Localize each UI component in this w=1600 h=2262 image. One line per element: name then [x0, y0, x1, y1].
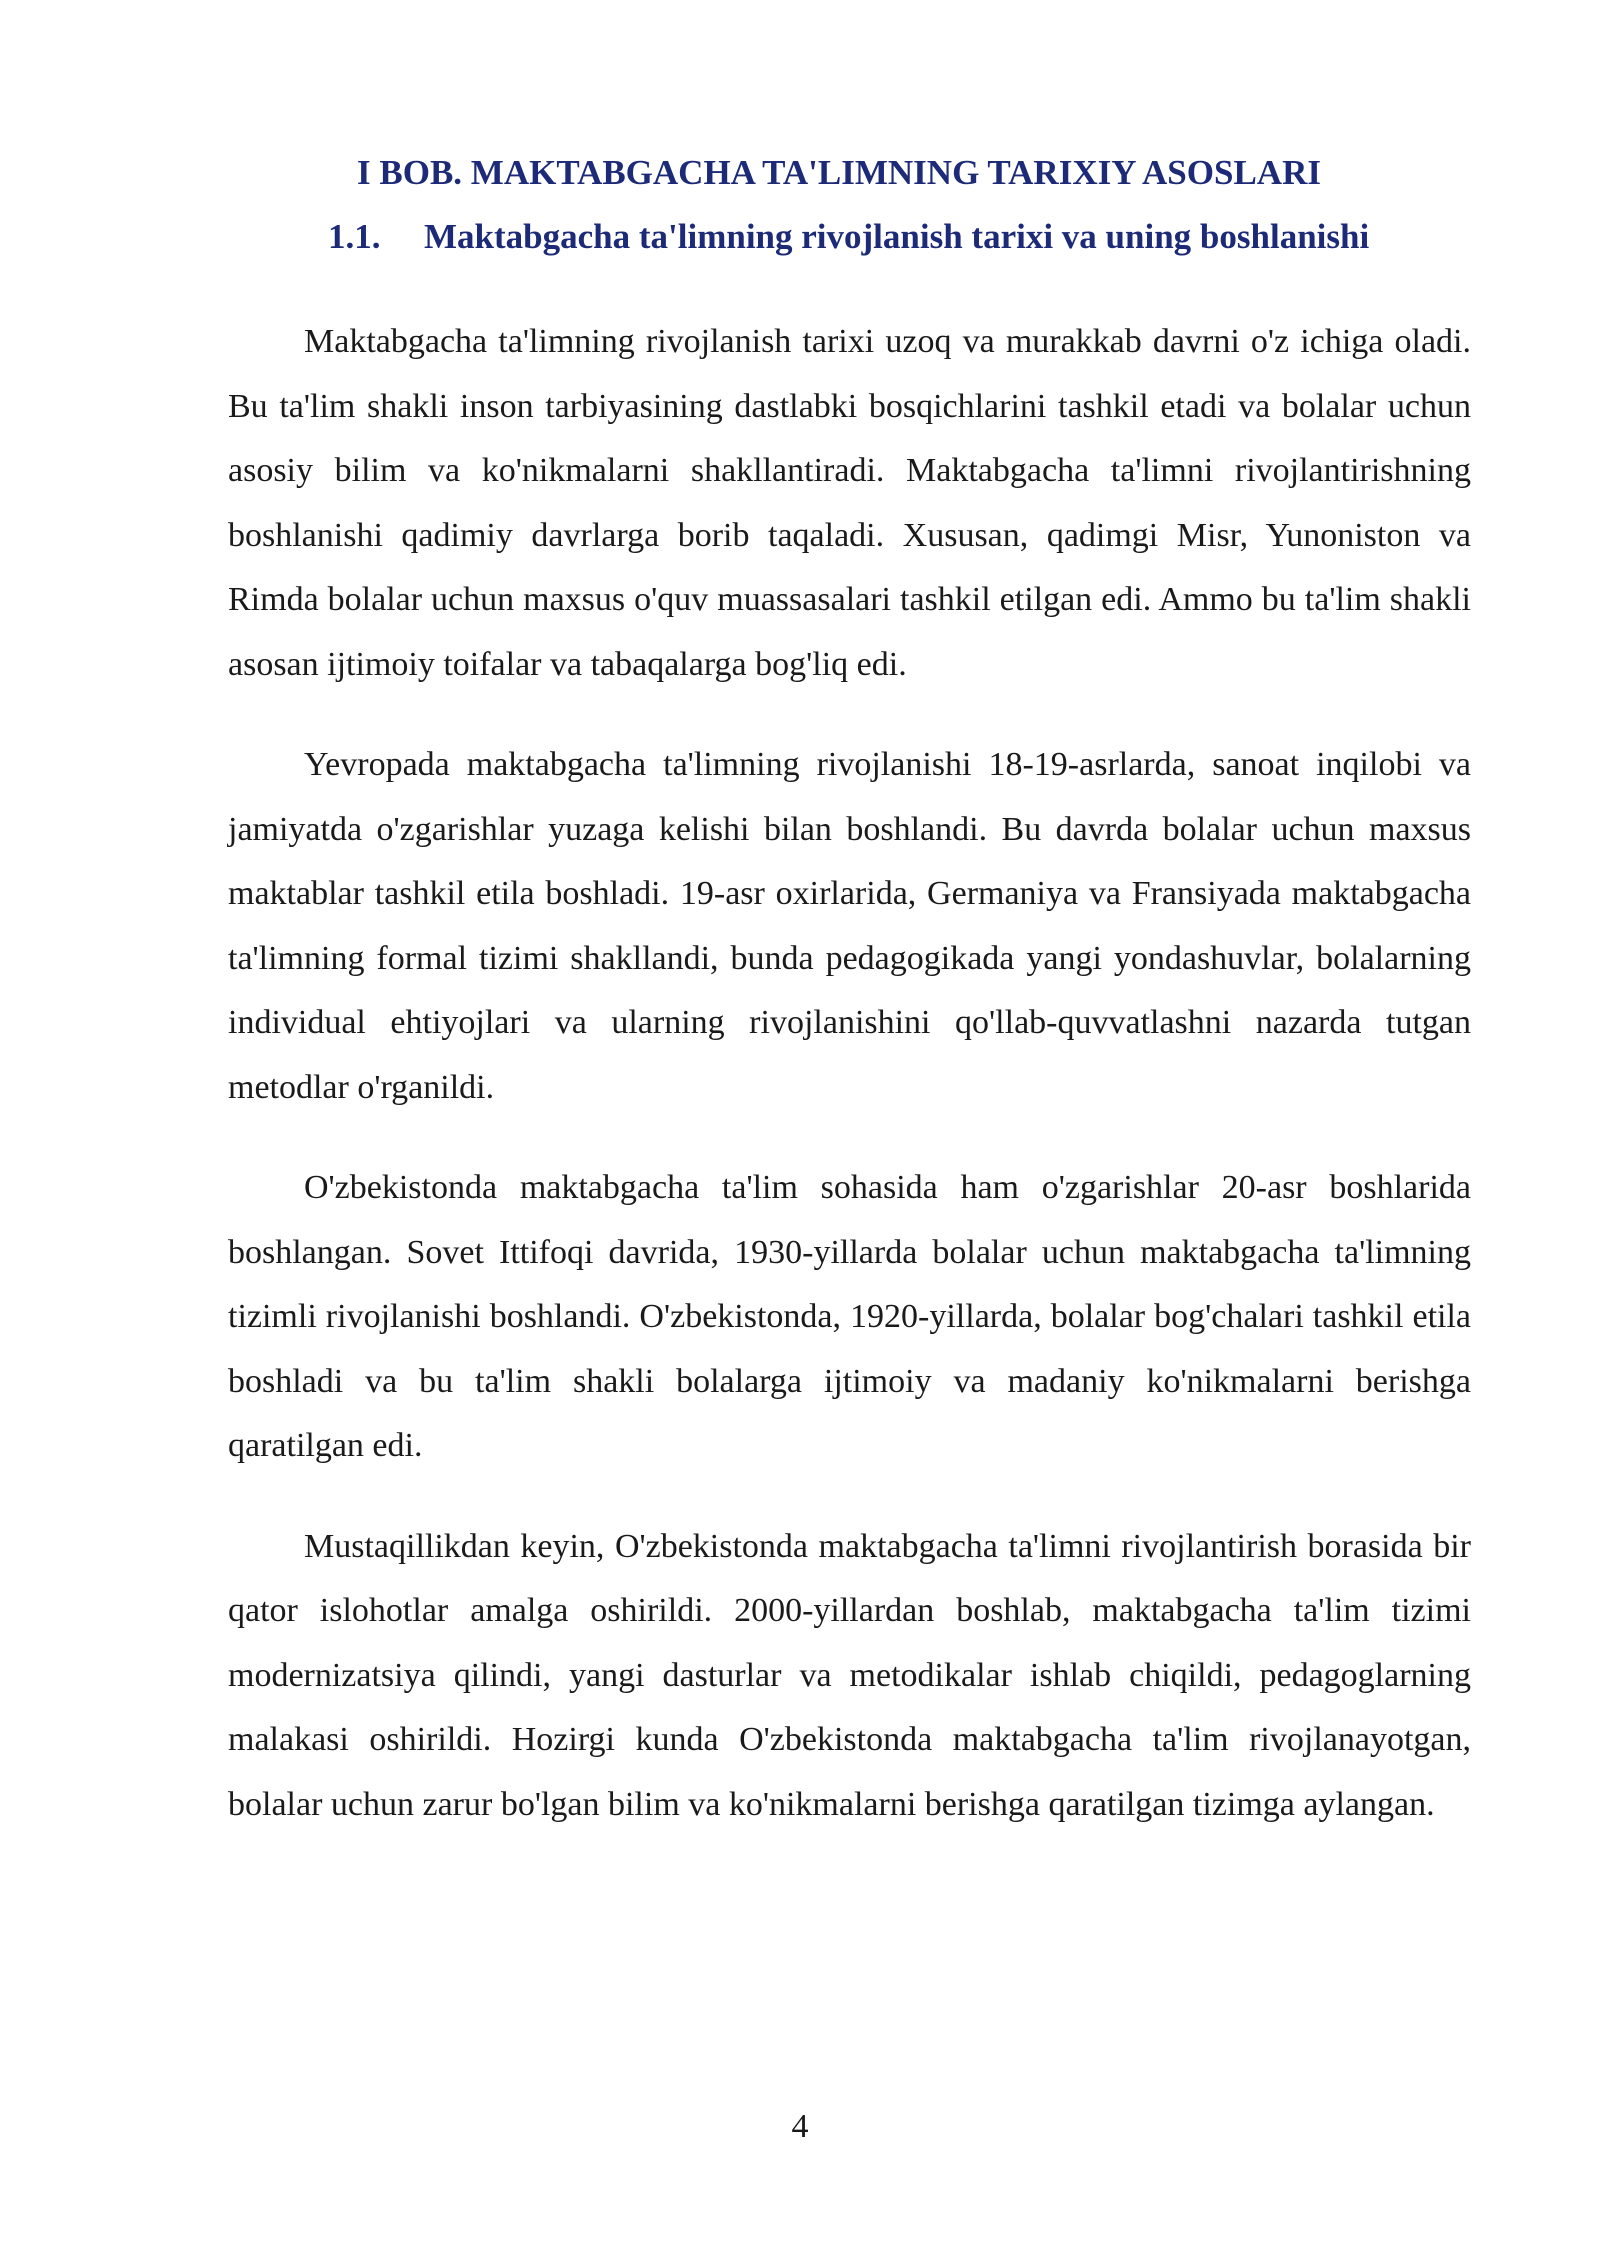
section-number: 1.1. — [328, 217, 381, 256]
section-heading — [328, 214, 1468, 260]
chapter-title: I BOB. MAKTABGACHA TA'LIMNING TARIXIY ASOSLARI — [357, 153, 1321, 192]
paragraph-3: O'zbekistonda maktabgacha ta'lim sohasida ham o'zgarishlar 20-asr boshlarida boshlangan. Sovet Ittifoqi davrida, 1930-yillarda bolalar uchun maktabgacha ta'limning tizimli rivojlanishi boshlandi. O'zbekistonda, 1920-yillarda, bolalar bog'chalari tashkil etila boshladi va bu ta'lim shakli bolalarga ijtimoiy va madaniy ko'nikmalarni berishga qaratilgan edi. — [228, 1169, 1471, 1464]
paragraph-4: Mustaqillikdan keyin, O'zbekistonda maktabgacha ta'limni rivojlantirish borasida bir qator islohotlar amalga oshirildi. 2000-yillardan boshlab, maktabgacha ta'lim tizimi modernizatsiya qilindi, yangi dasturlar va metodikalar ishlab chiqildi, pedagoglarning malakasi oshirildi. Hozirgi kunda O'zbekistonda maktabgacha ta'lim rivojlanayotgan, bolalar uchun zarur bo'lgan bilim va ko'nikmalarni berishga qaratilgan tizimga aylangan. — [228, 1527, 1471, 1823]
section-title: Maktabgacha ta'limning rivojlanish tarixi va uning boshlanishi — [424, 217, 1370, 256]
paragraph-1: Maktabgacha ta'limning rivojlanish tarixi uzoq va murakkab davrni o'z ichiga oladi. Bu ta'lim shakli inson tarbiyasining dastlabki bosqichlarini tashkil etadi va bolalar uchun asosiy bilim va ko'nikmalarni shakllantiradi. Maktabgacha ta'limni rivojlantirishning boshlanishi qadimiy davrlarga borib taqaladi. Xususan, qadimgi Misr, Yunoniston va Rimda bolalar uchun maxsus o'quv muassasalari tashkil etilgan edi. Ammo bu ta'lim shakli asosan ijtimoiy toifalar va tabaqalarga bog'liq edi. — [228, 323, 1471, 683]
page-number: 4 — [791, 2108, 809, 2145]
body-text — [228, 310, 1471, 1873]
paragraph-2: Yevropada maktabgacha ta'limning rivojlanishi 18-19-asrlarda, sanoat inqilobi va jamiyatda o'zgarishlar yuzaga kelishi bilan boshlandi. Bu davrda bolalar uchun maxsus maktablar tashkil etila boshladi. 19-asr oxirlarida, Germaniya va Fransiyada maktabgacha ta'limning formal tizimi shakllandi, bunda pedagogikada yangi yondashuvlar, bolalarning individual ehtiyojlari va ularning rivojlanishini qo'llab-quvvatlashni nazarda tutgan metodlar o'rganildi. — [228, 746, 1471, 1106]
